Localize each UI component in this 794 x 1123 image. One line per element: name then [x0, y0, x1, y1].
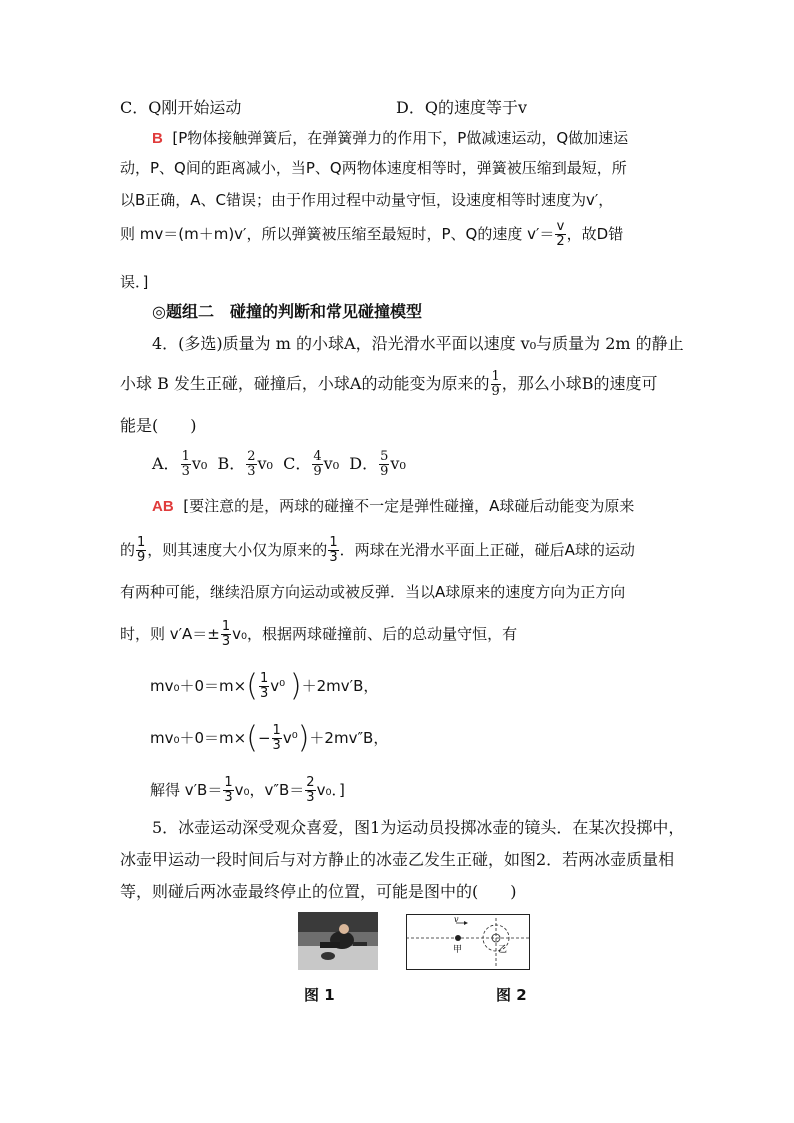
option-c: C．Q刚开始运动	[120, 98, 242, 117]
option-d-frac: $\frac{5}{9}$	[380, 449, 389, 479]
q5-line2: 冰壶甲运动一段时间后与对方静止的冰壶乙发生正碰，如图2．若两冰壶质量相	[120, 850, 675, 869]
solution3-line5: 误．]	[120, 273, 149, 291]
fraction: $\frac{v}{2}$	[556, 219, 565, 249]
stone-jia	[455, 935, 461, 941]
answer-badge: AB	[152, 498, 174, 515]
q4-options: A． $\frac{1}{3}$ v₀ B． $\frac{2}{3}$ v₀ C． $\frac{4}{9}$ v₀ D． $\frac{5}{9}$ v₀	[152, 449, 406, 479]
velocity-label: v	[454, 915, 459, 924]
option-c-frac: $\frac{4}{9}$	[313, 449, 322, 479]
solution4-line4: 时，则 v′A＝± $\frac{1}{3}$ v₀，根据两球碰撞前、后的总动量守恒，有	[120, 619, 518, 649]
option-a-frac: $\frac{1}{3}$	[181, 449, 190, 479]
solution4-line2: 的 $\frac{1}{9}$ ，则其速度大小仅为原来的 $\frac{1}{3}$ ．两球在光滑水平面上正碰，碰后A球的运动	[120, 535, 635, 565]
solution3-line2: 动，P、Q间的距离减小，当P、Q两物体速度相等时，弹簧被压缩到最短，所	[120, 159, 627, 177]
equation-3: 解得 v′B＝ $\frac{1}{3}$ v₀，v″B＝ $\frac{2}{3}$ v₀．]	[150, 775, 345, 805]
solution3-line1: B [P物体接触弹簧后，在弹簧弹力的作用下，P做减速运动，Q做加速运	[152, 129, 629, 147]
label-jia: 甲	[453, 945, 463, 955]
q4-line2: 小球 B 发生正碰，碰撞后，小球A的动能变为原来的 $\frac{1}{9}$ ，那么小球B的速度可	[120, 369, 658, 399]
figure-1-caption: 图 1	[304, 986, 335, 1004]
q4-line3: 能是( )	[120, 416, 197, 435]
solution4-line1: AB [要注意的是，两球的碰撞不一定是弹性碰撞，A球碰后动能变为原来	[152, 497, 635, 515]
q5-line1: 5．冰壶运动深受观众喜爱，图1为运动员投掷冰壶的镜头．在某次投掷中，	[152, 818, 685, 837]
fraction: $\frac{1}{3}$	[272, 723, 281, 753]
fraction: $\frac{1}{9}$	[137, 535, 146, 565]
fraction: $\frac{2}{3}$	[306, 775, 315, 805]
solution3-line4: 则 mv＝(m＋m)v′，所以弹簧被压缩至最短时，P、Q的速度 v′＝ $\frac{v}{2}$ ，故D错	[120, 219, 624, 249]
q4-line1: 4．(多选)质量为 m 的小球A，沿光滑水平面以速度 v₀与质量为 2m 的静止	[152, 334, 684, 353]
answer-badge: B	[152, 130, 163, 147]
fraction: $\frac{1}{3}$	[329, 535, 338, 565]
figure-1-photo	[298, 912, 378, 970]
group-title: ◎题组二 碰撞的判断和常见碰撞模型	[152, 302, 422, 321]
fraction: $\frac{1}{3}$	[259, 671, 269, 701]
figure-2-diagram	[406, 914, 530, 970]
fraction: $\frac{1}{3}$	[221, 619, 231, 649]
option-b-frac: $\frac{2}{3}$	[247, 449, 256, 479]
fraction: $\frac{1}{3}$	[224, 775, 233, 805]
label-yi: 乙	[498, 945, 508, 955]
equation-2: mv₀＋0＝m×(− $\frac{1}{3}$ v⁰)＋2mv″B，	[150, 720, 389, 756]
fraction: $\frac{1}{9}$	[491, 369, 500, 399]
q5-line3: 等，则碰后两冰壶最终停止的位置，可能是图中的( )	[120, 882, 517, 901]
option-d: D．Q的速度等于v	[396, 98, 527, 117]
figure-2-caption: 图 2	[496, 986, 527, 1004]
equation-1: mv₀＋0＝m×( $\frac{1}{3}$ v⁰ )＋2mv′B，	[150, 668, 379, 704]
solution3-line3: 以B正确，A、C错误；由于作用过程中动量守恒，设速度相等时速度为v′，	[120, 191, 614, 209]
solution4-line3: 有两种可能，继续沿原方向运动或被反弹．当以A球原来的速度方向为正方向	[120, 583, 626, 601]
